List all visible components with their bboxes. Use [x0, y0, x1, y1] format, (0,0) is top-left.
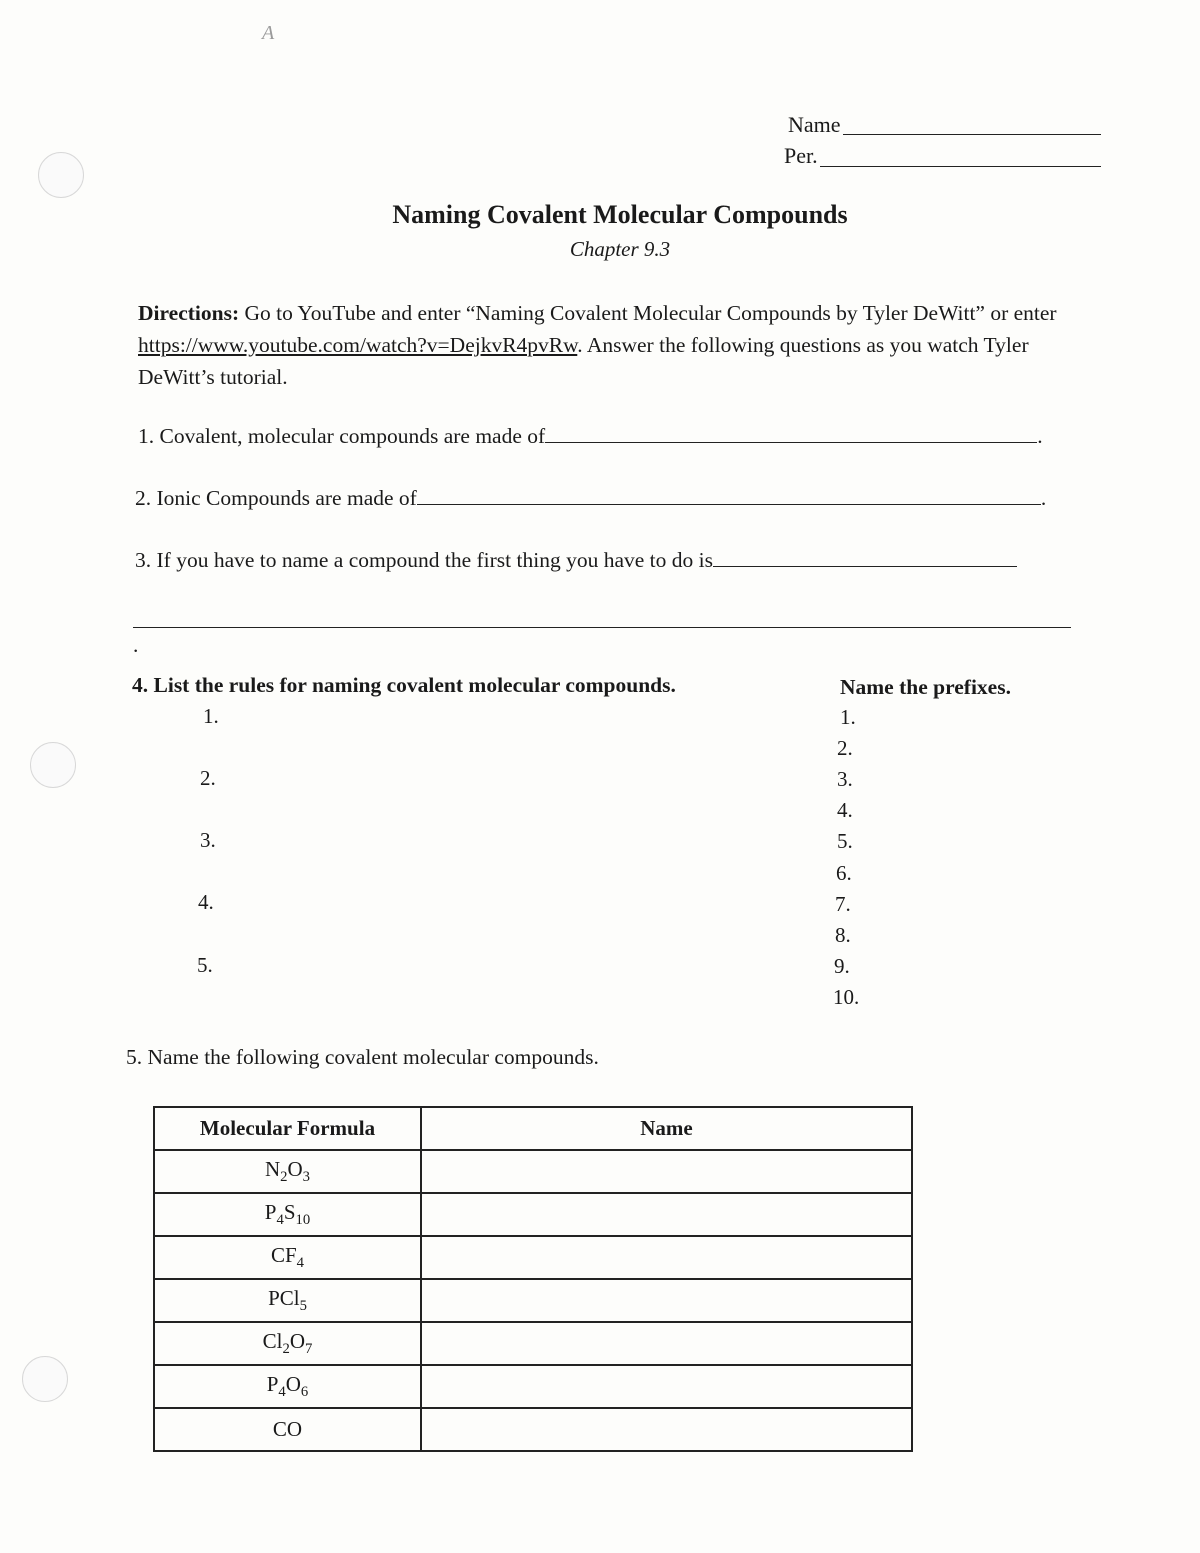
name-answer-cell[interactable] — [421, 1279, 912, 1322]
formula-subscript: 2 — [280, 1169, 288, 1186]
formula-subscript: 4 — [296, 1255, 305, 1272]
question-5: 5. Name the following covalent molecular compounds. — [126, 1045, 599, 1069]
table-row — [154, 1408, 912, 1451]
formula-element: PCl — [268, 1285, 300, 1310]
directions-label: Directions: — [138, 301, 240, 325]
formula-cell — [154, 1279, 421, 1322]
question-2-text: 2. Ionic Compounds are made of — [135, 486, 417, 510]
formula-subscript: 3 — [302, 1169, 311, 1186]
rule-number: 4. — [198, 890, 214, 914]
formula-element: S — [283, 1199, 296, 1224]
youtube-link[interactable]: https://www.youtube.com/watch?v=DejkvR4pvRw — [138, 333, 578, 357]
directions-text-after: . Answer the following questions as you watch Tyler DeWitt’s tutorial. — [138, 333, 1029, 389]
formula-element: CO — [272, 1417, 303, 1441]
question-1-answer[interactable] — [545, 442, 1037, 443]
question-2-answer[interactable] — [417, 504, 1041, 505]
formula-element: O — [285, 1371, 301, 1396]
formula-cell — [154, 1408, 421, 1451]
formula-element: O — [289, 1328, 305, 1353]
prefix-number: 8. — [835, 923, 851, 947]
name-answer-cell[interactable] — [421, 1236, 912, 1279]
question-2-period: . — [1040, 486, 1047, 510]
question-4: 4. List the rules for naming covalent molecular compounds. — [132, 673, 676, 697]
punch-hole-middle — [30, 742, 76, 788]
directions-text: Go to YouTube and enter “Naming Covalent Molecular Compounds by Tyler DeWitt” or enter — [244, 301, 1057, 325]
prefixes-heading: Name the prefixes. — [840, 675, 1011, 699]
prefix-number: 4. — [837, 798, 853, 822]
prefix-number: 5. — [837, 829, 853, 853]
formula-element: Cl — [262, 1328, 283, 1353]
page-title: Naming Covalent Molecular Compounds — [392, 200, 848, 229]
formula-element: P — [264, 1199, 277, 1224]
punch-hole-top — [38, 152, 84, 198]
name-answer-cell[interactable] — [421, 1322, 912, 1365]
table-header-row — [154, 1107, 912, 1150]
prefix-number: 3. — [837, 767, 853, 791]
formula-cell — [154, 1236, 421, 1279]
formula-subscript: 6 — [300, 1384, 309, 1401]
period-field[interactable] — [820, 166, 1101, 167]
prefix-number: 10. — [833, 985, 860, 1009]
pencil-mark: A — [262, 22, 275, 44]
formula-element: P — [266, 1371, 279, 1396]
rule-number: 5. — [197, 953, 213, 977]
formula-subscript: 5 — [299, 1298, 307, 1315]
formula-subscript: 2 — [282, 1341, 290, 1358]
chapter-subtitle: Chapter 9.3 — [569, 237, 671, 261]
formula-subscript: 4 — [278, 1384, 286, 1401]
question-1-text: 1. Covalent, molecular compounds are made of — [138, 424, 546, 448]
formula-subscript: 10 — [295, 1212, 311, 1229]
rule-number: 2. — [200, 766, 216, 790]
table-row — [154, 1150, 912, 1193]
name-answer-cell[interactable] — [421, 1365, 912, 1408]
formula-cell — [154, 1322, 421, 1365]
formula-cell — [154, 1365, 421, 1408]
name-field[interactable] — [843, 134, 1101, 135]
table-row — [154, 1193, 912, 1236]
name-answer-cell[interactable] — [421, 1150, 912, 1193]
name-answer-cell[interactable] — [421, 1408, 912, 1451]
question-3-answer[interactable] — [713, 566, 1017, 567]
question-3-answer-line2[interactable] — [133, 615, 1073, 658]
name-label: Name — [788, 112, 841, 137]
formula-cell — [154, 1150, 421, 1193]
period-label: Per. — [784, 143, 818, 168]
formula-element: O — [287, 1156, 303, 1181]
prefix-number: 2. — [837, 736, 853, 760]
prefix-number: 6. — [836, 861, 852, 885]
question-2 — [135, 486, 1046, 511]
directions — [138, 297, 1103, 393]
prefix-number: 9. — [834, 954, 850, 978]
formula-element: N — [264, 1156, 281, 1181]
question-3 — [135, 548, 1017, 573]
question-3-text: 3. If you have to name a compound the first thing you have to do is — [135, 548, 713, 572]
table-row — [154, 1322, 912, 1365]
prefix-number: 7. — [835, 892, 851, 916]
question-1 — [138, 424, 1043, 449]
formula-subscript: 4 — [276, 1212, 284, 1229]
rule-number: 1. — [203, 704, 219, 728]
table-row — [154, 1365, 912, 1408]
name-answer-cell[interactable] — [421, 1193, 912, 1236]
question-3-answer-continued[interactable] — [133, 627, 1071, 628]
table-row — [154, 1279, 912, 1322]
compounds-table — [153, 1106, 913, 1452]
formula-cell — [154, 1193, 421, 1236]
rule-number: 3. — [200, 828, 216, 852]
prefix-number: 1. — [840, 705, 856, 729]
formula-element: CF — [270, 1242, 297, 1267]
question-1-period: . — [1037, 424, 1043, 448]
table-row — [154, 1236, 912, 1279]
punch-hole-bottom — [22, 1356, 68, 1402]
column-header-formula: Molecular Formula — [154, 1107, 421, 1150]
question-3-period: . — [133, 633, 139, 657]
column-header-name: Name — [421, 1107, 912, 1150]
formula-subscript: 7 — [305, 1341, 313, 1358]
